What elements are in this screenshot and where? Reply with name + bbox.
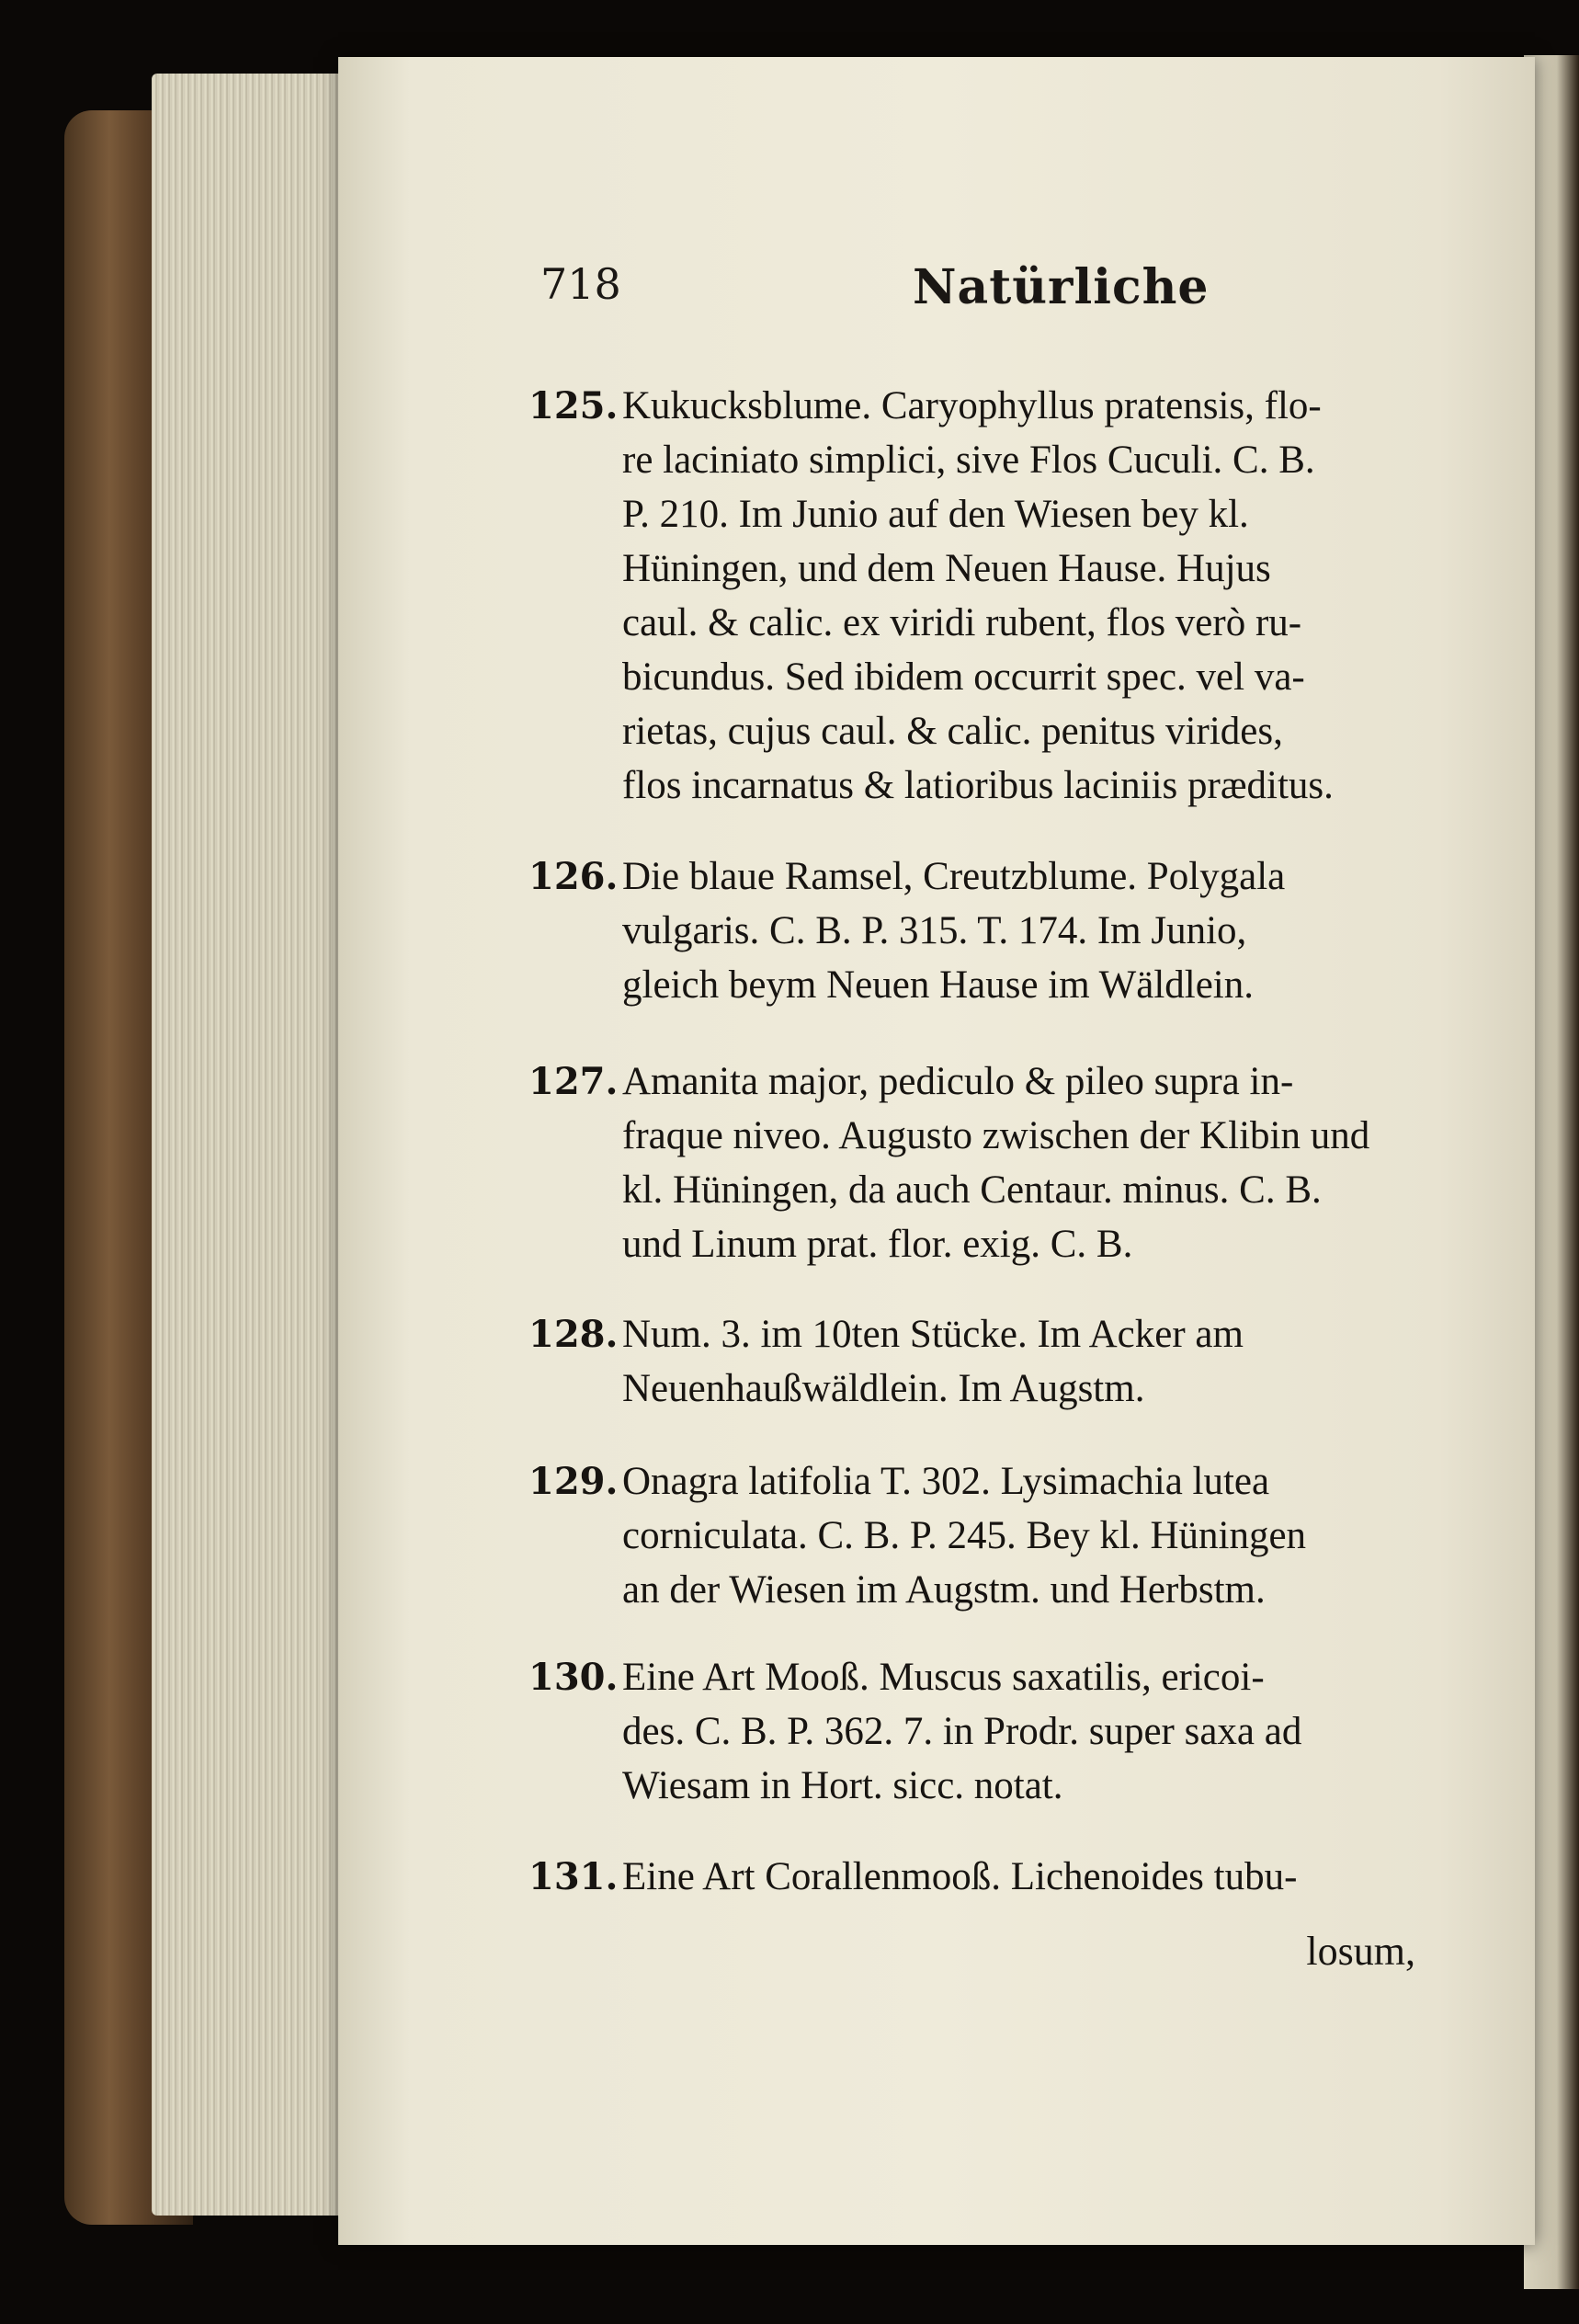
- entry-number: 129.: [528, 1460, 619, 1503]
- entry-130: [528, 1650, 1494, 1813]
- book-page: [338, 57, 1535, 2245]
- entry-line: re laciniato simplici, sive Flos Cuculi. C. B.: [622, 439, 1315, 482]
- entry-line: rietas, cujus caul. & calic. penitus virides,: [622, 710, 1283, 753]
- entry-line: Kukucksblume. Caryophyllus pratensis, flo-: [622, 384, 1322, 427]
- entry-line: Hüningen, und dem Neuen Hause. Hujus: [622, 547, 1271, 590]
- entry-line: kl. Hüningen, da auch Centaur. minus. C. B.: [622, 1168, 1322, 1212]
- page-edges: [152, 74, 349, 2216]
- entry-line: und Linum prat. flor. exig. C. B.: [622, 1223, 1133, 1266]
- entry-line: Eine Art Mooß. Muscus saxatilis, ericoi-: [622, 1656, 1265, 1699]
- entry-text: [622, 1850, 1494, 1904]
- page-number: 718: [540, 259, 621, 309]
- entry-number: 128.: [528, 1313, 619, 1356]
- entry-126: [528, 849, 1494, 1012]
- entry-text: [622, 1454, 1494, 1617]
- entry-line: des. C. B. P. 362. 7. in Prodr. super saxa ad: [622, 1710, 1302, 1753]
- entry-line: vulgaris. C. B. P. 315. T. 174. Im Junio,: [622, 909, 1247, 952]
- entry-line: Onagra latifolia T. 302. Lysimachia lutea: [622, 1460, 1270, 1503]
- entry-127: [528, 1054, 1494, 1271]
- entry-line: corniculata. C. B. P. 245. Bey kl. Hüningen: [622, 1514, 1307, 1557]
- entry-text: [622, 1650, 1494, 1813]
- entry-129: [528, 1454, 1494, 1617]
- entry-line: Die blaue Ramsel, Creutzblume. Polygala: [622, 855, 1286, 898]
- entry-number: 131.: [528, 1855, 619, 1898]
- entry-line: Amanita major, pediculo & pileo supra in-: [622, 1060, 1294, 1103]
- entry-line: bicundus. Sed ibidem occurrit spec. vel va-: [622, 655, 1305, 699]
- entry-128: [528, 1307, 1494, 1416]
- entry-line: caul. & calic. ex viridi rubent, flos verò ru-: [622, 601, 1302, 644]
- entry-line: Neuenhaußwäldlein. Im Augstm.: [622, 1367, 1145, 1410]
- entry-number: 127.: [528, 1060, 619, 1103]
- entry-line: flos incarnatus & latioribus laciniis præditus.: [622, 764, 1334, 807]
- entry-number: 130.: [528, 1656, 619, 1699]
- entry-text: [622, 849, 1494, 1012]
- entry-text: [622, 379, 1494, 813]
- entry-line: gleich beym Neuen Hause im Wäldlein.: [622, 963, 1254, 1007]
- page-header: [540, 259, 1505, 333]
- entry-125: [528, 379, 1494, 813]
- entry-line: Num. 3. im 10ten Stücke. Im Acker am: [622, 1313, 1244, 1356]
- entry-number: 125.: [528, 384, 619, 427]
- entry-line: fraque niveo. Augusto zwischen der Klibin und: [622, 1114, 1370, 1157]
- entry-number: 126.: [528, 855, 619, 898]
- running-head: Natürliche: [913, 259, 1210, 315]
- catchword: losum,: [1306, 1929, 1415, 1974]
- entry-line: Wiesam in Hort. sicc. notat.: [622, 1764, 1063, 1807]
- entry-131: [528, 1850, 1494, 1904]
- entry-line: P. 210. Im Junio auf den Wiesen bey kl.: [622, 493, 1249, 536]
- entry-text: [622, 1054, 1494, 1271]
- entry-line: Eine Art Corallenmooß. Lichenoides tubu-: [622, 1855, 1298, 1898]
- entry-text: [622, 1307, 1494, 1416]
- entry-line: an der Wiesen im Augstm. und Herbstm.: [622, 1568, 1266, 1612]
